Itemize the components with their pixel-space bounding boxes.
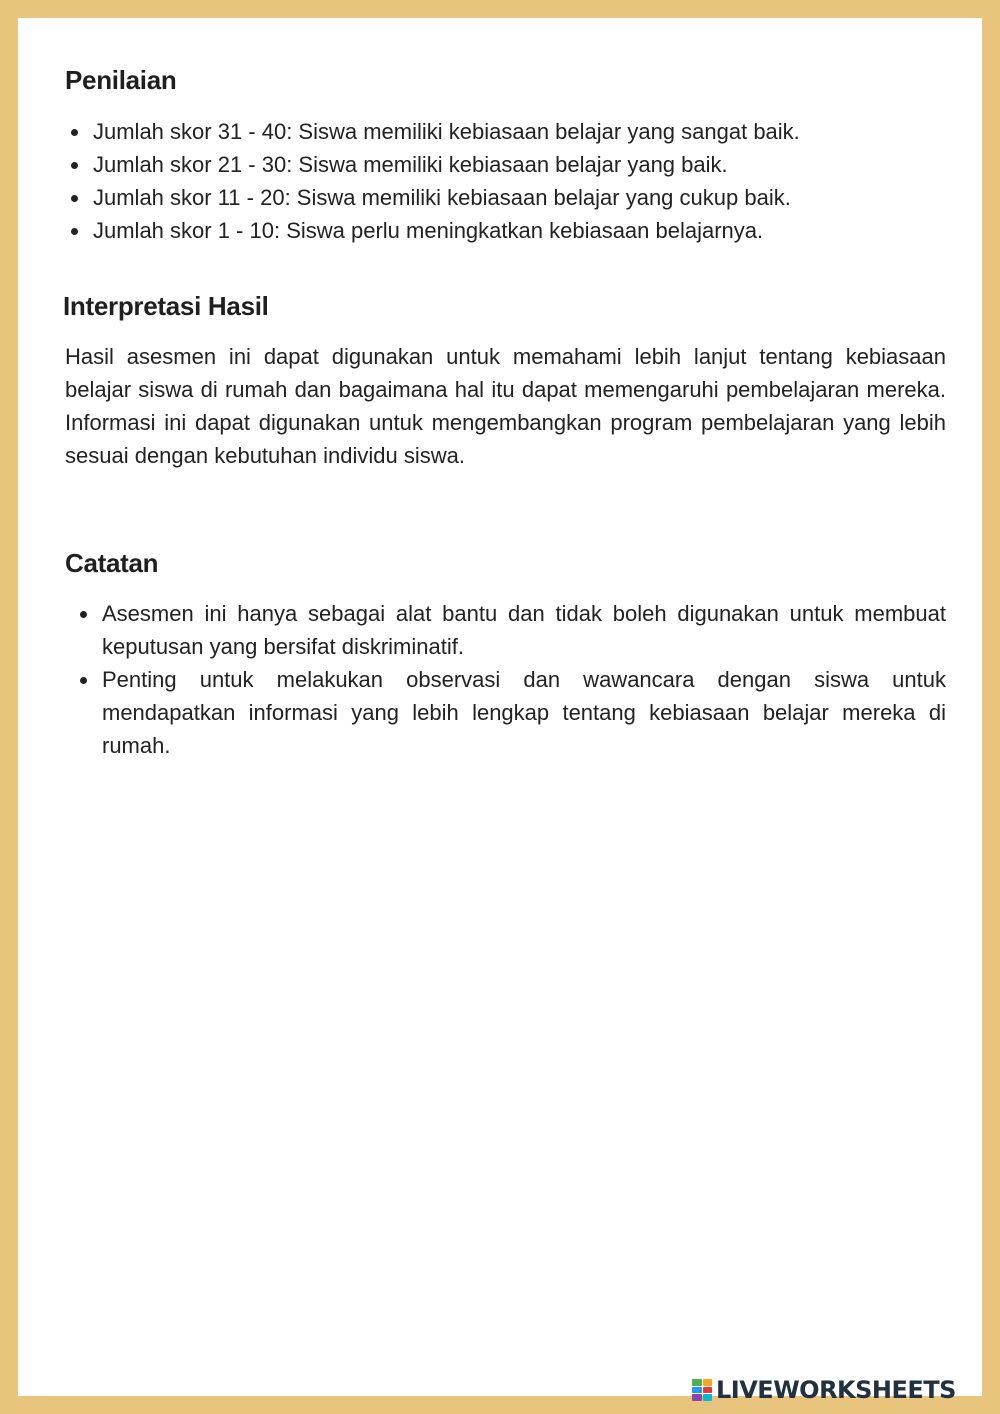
logo-text: LIVEWORKSHEETS — [716, 1376, 956, 1404]
heading-catatan: Catatan — [65, 548, 159, 578]
bullet-icon — [80, 677, 87, 684]
heading-penilaian: Penilaian — [65, 65, 177, 95]
list-item — [102, 663, 946, 762]
penilaian-list — [93, 115, 963, 247]
list-item-text: Penting untuk melakukan observasi dan wawancara dengan siswa untuk mendapatkan informasi yang lebih lengkap tentang kebiasaan belajar mereka di rumah. — [102, 667, 946, 758]
bullet-icon — [71, 195, 78, 202]
list-item-text: Jumlah skor 31 - 40: Siswa memiliki kebiasaan belajar yang sangat baik. — [93, 119, 800, 144]
bullet-icon — [71, 228, 78, 235]
liveworksheets-logo-icon — [692, 1379, 712, 1401]
catatan-list — [102, 597, 946, 762]
list-item-text: Jumlah skor 1 - 10: Siswa perlu meningkatkan kebiasaan belajarnya. — [93, 218, 764, 243]
list-item-text: Jumlah skor 21 - 30: Siswa memiliki kebiasaan belajar yang baik. — [93, 152, 728, 177]
bullet-icon — [71, 129, 78, 136]
interpretasi-paragraph: Hasil asesmen ini dapat digunakan untuk memahami lebih lanjut tentang kebiasaan belajar siswa di rumah dan bagaimana hal itu dapat memengaruhi pembelajaran mereka. Informasi ini dapat digunakan untuk mengembangkan program pembelajaran yang lebih sesuai dengan kebutuhan individu siswa. — [65, 344, 946, 468]
heading-interpretasi-hasil: Interpretasi Hasil — [63, 291, 269, 321]
list-item — [93, 181, 963, 214]
list-item — [93, 148, 963, 181]
list-item-text: Jumlah skor 11 - 20: Siswa memiliki kebiasaan belajar yang cukup baik. — [93, 185, 791, 210]
list-item — [93, 115, 963, 148]
bullet-icon — [71, 162, 78, 169]
liveworksheets-logo — [692, 1376, 956, 1404]
bullet-icon — [80, 611, 87, 618]
list-item-text: Asesmen ini hanya sebagai alat bantu dan tidak boleh digunakan untuk membuat keputusan yang bersifat diskriminatif. — [102, 601, 946, 659]
list-item — [93, 214, 963, 247]
worksheet-page — [18, 18, 982, 1396]
list-item — [102, 597, 946, 663]
